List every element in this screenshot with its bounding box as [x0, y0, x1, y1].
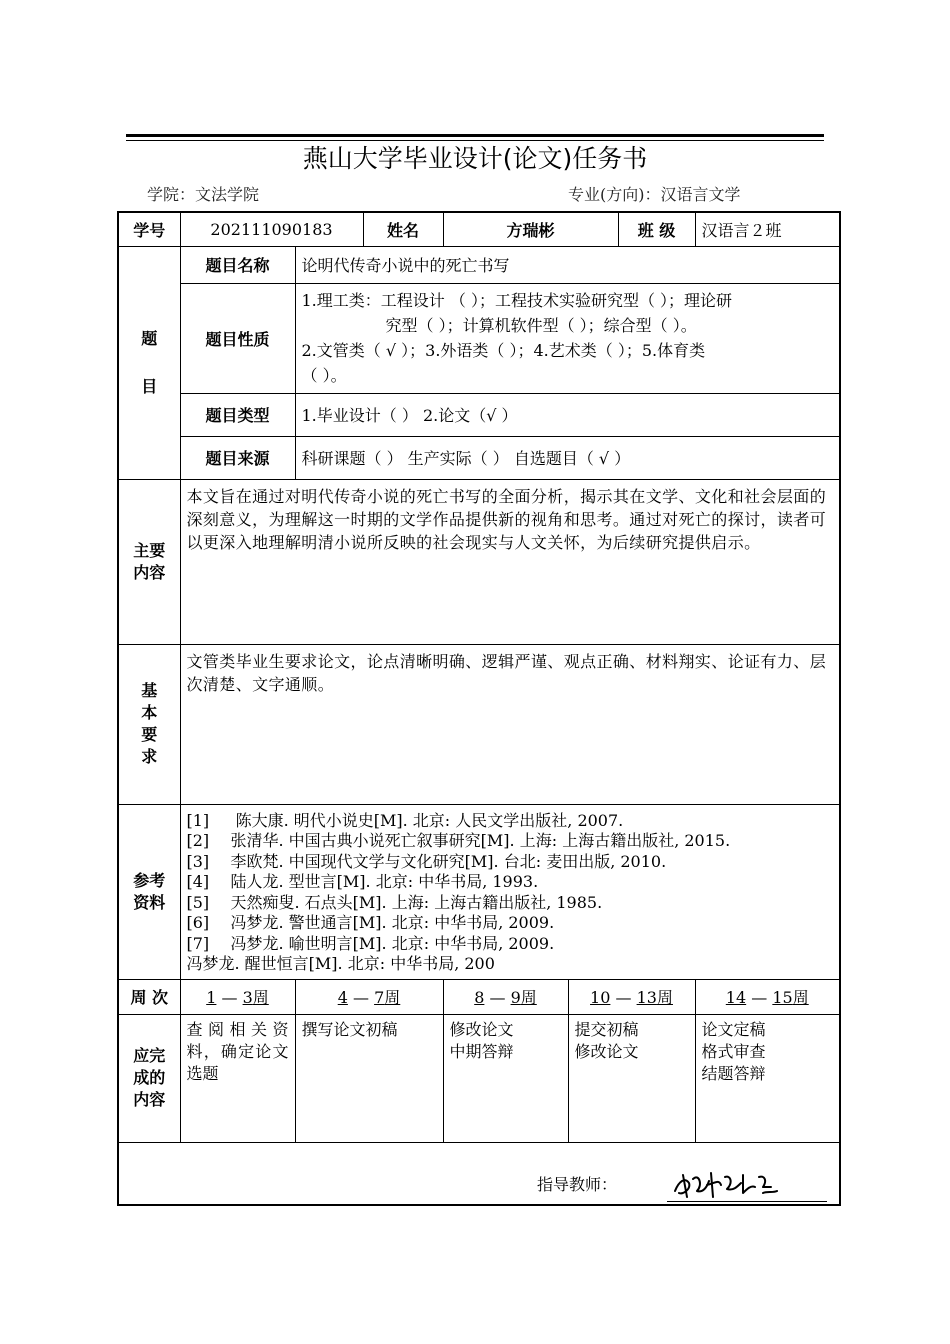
- topic-name-label: 题目名称: [180, 246, 295, 283]
- week-to: 9: [510, 988, 521, 1007]
- main-content-text: 本文旨在通过对明代传奇小说的死亡书写的全面分析，揭示其在文学、文化和社会层面的深刻意义，为理解这一时期的文学作品提供新的视角和思考。通过对死亡的探讨，读者可以更深入地理解明清小说所反映的社会现实与人文关怀，为后续研究提供启示。: [180, 479, 840, 644]
- task-cell-2: 撰写论文初稿: [295, 1014, 443, 1142]
- week-unit: 周: [792, 988, 809, 1007]
- week-from: 10: [590, 988, 611, 1007]
- weeks-label: 周 次: [118, 979, 180, 1014]
- week-range-1: [180, 979, 295, 1014]
- tasks-label: 应完 成的 内容: [118, 1014, 180, 1142]
- reference-text: 陈大康. 明代小说史[M]. 北京: 人民文学出版社, 2007.: [230, 810, 624, 830]
- signature-line: [667, 1201, 827, 1202]
- page-title: 燕山大学毕业设计(论文)任务书: [302, 144, 648, 173]
- college-label: 学院：文法学院: [147, 185, 260, 204]
- week-range-5: [695, 979, 840, 1014]
- week-range-3: [443, 979, 568, 1014]
- requirements-label: 基 本 要 求: [118, 644, 180, 804]
- week-dash: —: [751, 988, 768, 1007]
- week-dash: —: [489, 988, 506, 1007]
- topic-type-label: 题目类型: [180, 393, 295, 436]
- week-from: 8: [474, 988, 485, 1007]
- week-to: 13: [636, 988, 657, 1007]
- reference-num: [4]: [186, 872, 210, 891]
- topic-source-value: 科研课题（ ） 生产实际（ ） 自选题目（ √ ）: [295, 436, 840, 479]
- week-to: 3: [242, 988, 253, 1007]
- topic-section-label: 题 目: [118, 246, 180, 479]
- name-label: 姓名: [363, 212, 443, 246]
- reference-num: [6]: [186, 913, 210, 932]
- reference-item: [187, 893, 836, 914]
- advisor-signature: [667, 1163, 817, 1203]
- reference-text: 陆人龙. 型世言[M]. 北京: 中华书局, 1993.: [230, 872, 539, 891]
- student-id-label: 学号: [118, 212, 180, 246]
- major-label: 专业(方向)：汉语言文学: [568, 185, 741, 204]
- nature-line-2: 究型（ ）；计算机软件型（ ）；综合型（ ）。: [385, 316, 697, 335]
- task-cell-5: 论文定稿 格式审查 结题答辩: [695, 1014, 840, 1142]
- references-label: 参考 资料: [118, 804, 180, 979]
- topic-type-value: 1.毕业设计（ ） 2.论文（√ ）: [295, 393, 840, 436]
- reference-text: 冯梦龙. 喻世明言[M]. 北京: 中华书局, 2009.: [230, 933, 555, 953]
- top-rule-thick: [126, 134, 824, 137]
- topic-source-label: 题目来源: [180, 436, 295, 479]
- references-list: [180, 804, 840, 979]
- task-cell-4: 提交初稿 修改论文: [568, 1014, 695, 1142]
- reference-num: [2]: [186, 831, 210, 850]
- reference-item: [187, 831, 836, 852]
- student-name-value: 方瑞彬: [443, 212, 618, 246]
- reference-num: [7]: [186, 933, 210, 953]
- task-form-table: [117, 211, 841, 1206]
- week-unit: 周: [252, 988, 269, 1007]
- task-cell-1: 查阅相关资料，确定论文选题: [180, 1014, 295, 1142]
- task-cell-3: 修改论文 中期答辩: [443, 1014, 568, 1142]
- week-to: 7: [374, 988, 385, 1007]
- reference-item: [187, 913, 836, 934]
- topic-nature-label: 题目性质: [180, 283, 295, 393]
- reference-text: 张清华. 中国古典小说死亡叙事研究[M]. 上海: 上海古籍出版社, 2015.: [230, 831, 731, 850]
- nature-line-4: （ ）。: [301, 366, 347, 385]
- week-unit: 周: [520, 988, 537, 1007]
- reference-num: [5]: [186, 892, 210, 912]
- advisor-label: 指导教师：: [537, 1174, 618, 1194]
- main-content-label: 主要 内容: [118, 479, 180, 644]
- week-dash: —: [352, 988, 369, 1007]
- reference-text: 冯梦龙. 警世通言[M]. 北京: 中华书局, 2009.: [230, 913, 555, 932]
- reference-text: 天然痴叟. 石点头[M]. 上海: 上海古籍出版社, 1985.: [230, 892, 603, 912]
- nature-line-1: 1.理工类：工程设计 （ ）；工程技术实验研究型（ ）；理论研: [301, 291, 733, 310]
- week-to: 15: [772, 988, 793, 1007]
- topic-nature-value: [295, 283, 840, 393]
- week-range-2: [295, 979, 443, 1014]
- week-range-4: [568, 979, 695, 1014]
- reference-num: [3]: [186, 851, 210, 871]
- reference-item: [187, 852, 836, 873]
- class-value: 汉语言２班: [695, 212, 840, 246]
- requirements-text: 文管类毕业生要求论文，论点清晰明确、逻辑严谨、观点正确、材料翔实、论证有力、层次清楚、文字通顺。: [180, 644, 840, 804]
- reference-text: 李欧梵. 中国现代文学与文化研究[M]. 台北: 麦田出版, 2010.: [230, 851, 667, 871]
- reference-num: [1]: [186, 810, 210, 830]
- week-from: 4: [337, 988, 348, 1007]
- student-id-value: 202111090183: [180, 212, 363, 246]
- reference-item: [187, 872, 836, 893]
- week-unit: 周: [656, 988, 673, 1007]
- reference-item: [187, 934, 836, 955]
- nature-line-3: 2.文管类（ √ ）；3.外语类（ ）；4.艺术类（ ）；5.体育类: [301, 341, 706, 360]
- week-dash: —: [221, 988, 238, 1007]
- week-from: 14: [725, 988, 747, 1007]
- topic-name-value: 论明代传奇小说中的死亡书写: [295, 246, 840, 283]
- week-unit: 周: [384, 988, 401, 1007]
- reference-item-last: 冯梦龙. 醒世恒言[M]. 北京: 中华书局, 200: [186, 954, 495, 973]
- reference-item: [187, 811, 836, 832]
- class-label: 班 级: [618, 212, 695, 246]
- week-from: 1: [206, 988, 217, 1007]
- week-dash: —: [615, 988, 632, 1007]
- signature-row: [118, 1142, 840, 1205]
